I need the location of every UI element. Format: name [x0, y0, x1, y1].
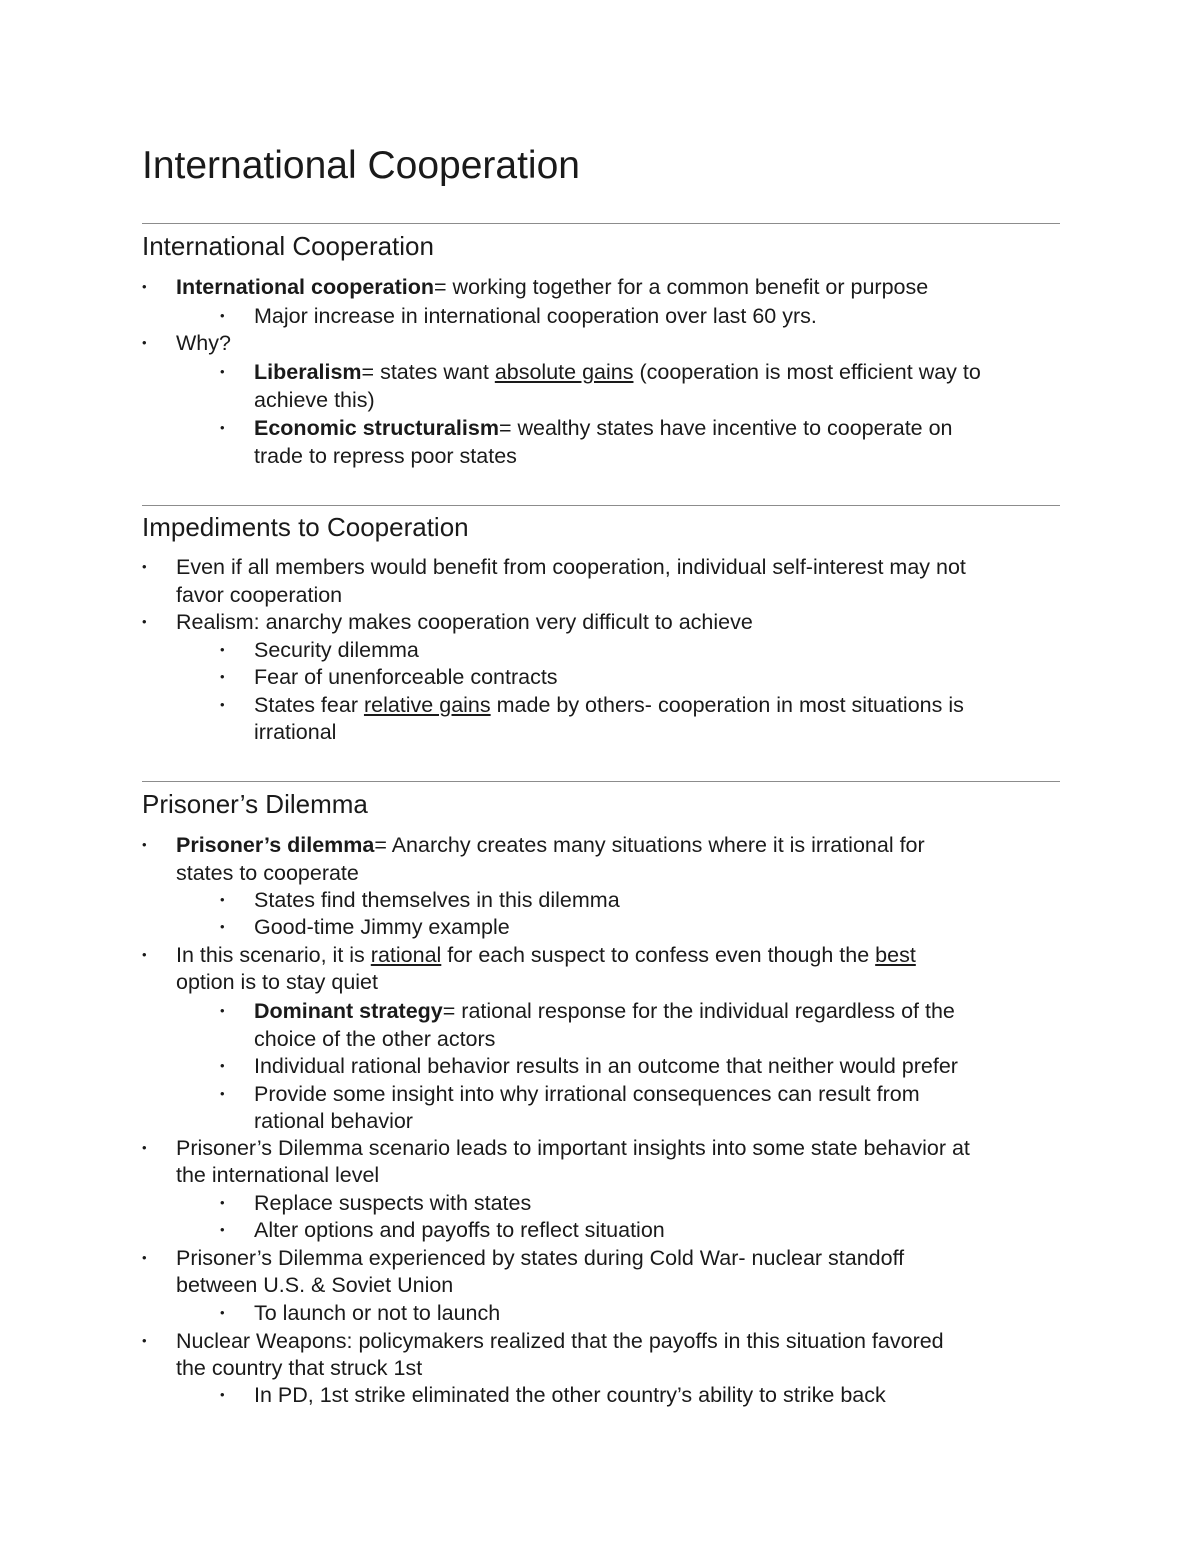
page-title: International Cooperation — [142, 144, 580, 187]
bullet-icon: • — [142, 279, 147, 294]
section-divider — [142, 505, 1060, 506]
list-item: Dominant strategy= rational response for the individual regardless of the — [254, 999, 955, 1023]
list-item-continuation: trade to repress poor states — [254, 444, 517, 468]
bullet-icon: • — [142, 1333, 147, 1348]
list-item-continuation: achieve this) — [254, 388, 375, 412]
term: International cooperation — [176, 275, 435, 299]
list-item: Why? — [176, 331, 231, 355]
list-item: Even if all members would benefit from cooperation, individual self-interest may not — [176, 555, 966, 579]
bullet-icon: • — [220, 919, 225, 934]
bullet-icon: • — [220, 697, 225, 712]
list-item: To launch or not to launch — [254, 1301, 501, 1325]
list-item: Liberalism= states want absolute gains (cooperation is most efficient way to — [254, 360, 981, 384]
list-item-continuation: the country that struck 1st — [176, 1356, 423, 1380]
bullet-icon: • — [220, 1086, 225, 1101]
underlined-phrase: relative gains — [363, 693, 491, 717]
bullet-icon: • — [142, 335, 147, 350]
list-item: In this scenario, it is rational for each suspect to confess even though the best — [176, 943, 916, 967]
list-item-continuation: rational behavior — [254, 1109, 413, 1133]
section-heading-prisoners-dilemma: Prisoner’s Dilemma — [142, 789, 368, 819]
section-divider — [142, 223, 1060, 224]
list-item-continuation: favor cooperation — [176, 583, 343, 607]
bullet-icon: • — [220, 892, 225, 907]
list-item-continuation: the international level — [176, 1163, 380, 1187]
list-item: Prisoner’s Dilemma scenario leads to important insights into some state behavior at — [176, 1136, 970, 1160]
bullet-icon: • — [220, 1195, 225, 1210]
section-divider — [142, 781, 1060, 782]
list-item: Provide some insight into why irrational consequences can result from — [254, 1082, 920, 1106]
list-item: International cooperation= working together for a common benefit or purpose — [176, 275, 929, 299]
term: Liberalism — [254, 360, 362, 384]
list-item: Good-time Jimmy example — [254, 915, 510, 939]
list-item: Alter options and payoffs to reflect situation — [254, 1218, 665, 1242]
bullet-icon: • — [142, 614, 147, 629]
list-item-continuation: between U.S. & Soviet Union — [176, 1273, 454, 1297]
underlined-phrase: rational — [370, 943, 442, 967]
bullet-icon: • — [220, 1305, 225, 1320]
list-item: Prisoner’s Dilemma experienced by states during Cold War- nuclear standoff — [176, 1246, 905, 1270]
bullet-icon: • — [220, 1387, 225, 1402]
list-item: Fear of unenforceable contracts — [254, 665, 558, 689]
list-item-continuation: choice of the other actors — [254, 1027, 496, 1051]
term: Economic structuralism — [254, 416, 499, 440]
bullet-icon: • — [142, 837, 147, 852]
bullet-icon: • — [220, 364, 225, 379]
list-item: In PD, 1st strike eliminated the other country’s ability to strike back — [254, 1383, 886, 1407]
bullet-icon: • — [220, 420, 225, 435]
list-item: Nuclear Weapons: policymakers realized that the payoffs in this situation favored — [176, 1329, 944, 1353]
list-item: Individual rational behavior results in an outcome that neither would prefer — [254, 1054, 958, 1078]
list-item: Realism: anarchy makes cooperation very difficult to achieve — [176, 610, 753, 634]
underlined-phrase: absolute gains — [494, 360, 634, 384]
underlined-phrase: best — [875, 943, 916, 967]
list-item: States find themselves in this dilemma — [254, 888, 620, 912]
bullet-icon: • — [220, 1003, 225, 1018]
list-item: Security dilemma — [254, 638, 419, 662]
term: Dominant strategy — [254, 999, 443, 1023]
bullet-icon: • — [142, 947, 147, 962]
bullet-icon: • — [220, 1222, 225, 1237]
bullet-icon: • — [220, 669, 225, 684]
bullet-icon: • — [142, 1250, 147, 1265]
bullet-icon: • — [220, 642, 225, 657]
term: Prisoner’s dilemma — [176, 833, 375, 857]
list-item: Prisoner’s dilemma= Anarchy creates many situations where it is irrational for — [176, 833, 925, 857]
bullet-icon: • — [142, 1140, 147, 1155]
list-item-continuation: irrational — [254, 720, 337, 744]
bullet-icon: • — [142, 559, 147, 574]
list-item-continuation: states to cooperate — [176, 861, 359, 885]
list-item: Major increase in international cooperation over last 60 yrs. — [254, 304, 817, 328]
bullet-icon: • — [220, 1058, 225, 1073]
section-heading-impediments: Impediments to Cooperation — [142, 512, 469, 542]
list-item: States fear relative gains made by others- cooperation in most situations is — [254, 693, 964, 717]
section-heading-international-cooperation: International Cooperation — [142, 231, 434, 261]
list-item: Replace suspects with states — [254, 1191, 532, 1215]
list-item-continuation: option is to stay quiet — [176, 970, 378, 994]
list-item: Economic structuralism= wealthy states have incentive to cooperate on — [254, 416, 953, 440]
bullet-icon: • — [220, 308, 225, 323]
